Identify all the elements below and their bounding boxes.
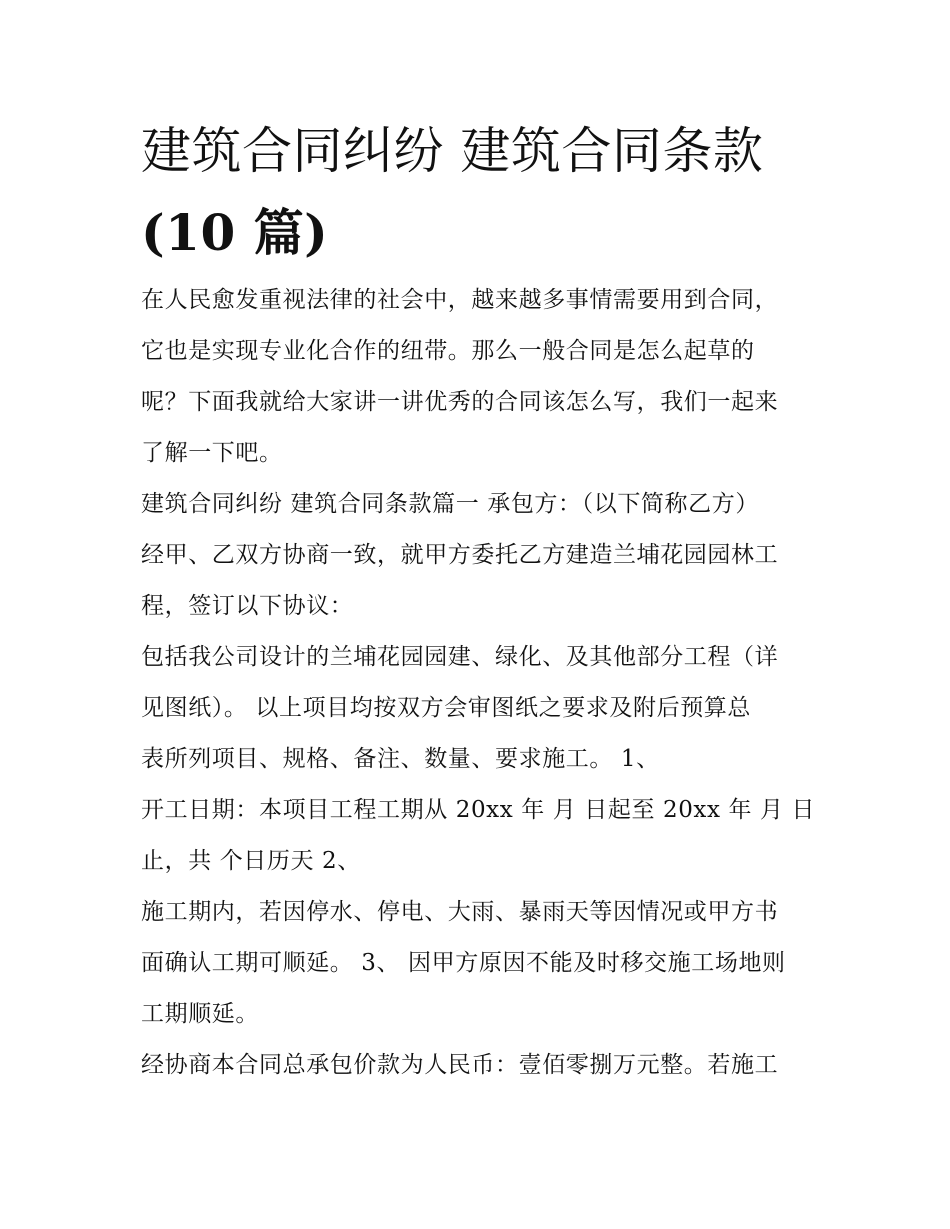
text-line: 施工期内，若因停水、停电、大雨、暴雨天等因情况或甲方书: [141, 899, 779, 925]
paragraph-contract-parties: [141, 479, 821, 632]
text-line: 表所列项目、规格、备注、数量、要求施工。 1、: [141, 746, 660, 772]
title-line-1: 建筑合同纠纷 建筑合同条款: [141, 122, 764, 180]
paragraph-contract-price: [141, 1040, 821, 1091]
text-line: 经甲、乙双方协商一致，就甲方委托乙方建造兰埔花园园林工: [141, 542, 779, 568]
text-line: 工期顺延。: [141, 1001, 259, 1027]
text-line: 它也是实现专业化合作的纽带。那么一般合同是怎么起草的: [141, 338, 755, 364]
text-line: 呢？下面我就给大家讲一讲优秀的合同该怎么写，我们一起来: [141, 389, 779, 415]
text-line: 了解一下吧。: [141, 440, 283, 466]
text-line: 在人民愈发重视法律的社会中，越来越多事情需要用到合同，: [141, 287, 779, 313]
text-line: 程，签订以下协议：: [141, 593, 354, 619]
document-body: [141, 275, 821, 1091]
text-line: 面确认工期可顺延。 3、 因甲方原因不能及时移交施工场地则: [141, 950, 786, 976]
title-line-2: (10 篇): [141, 203, 329, 262]
text-line: 经协商本合同总承包价款为人民币：壹佰零捌万元整。若施工: [141, 1052, 779, 1078]
text-line: 建筑合同纠纷 建筑合同条款篇一 承包方：（以下简称乙方）: [141, 491, 759, 517]
text-line: 开工日期：本项目工程工期从 20xx 年 月 日起至 20xx 年 月 日: [141, 797, 816, 823]
document-title: [141, 110, 821, 274]
paragraph-schedule-extension: [141, 887, 821, 1040]
text-line: 包括我公司设计的兰埔花园园建、绿化、及其他部分工程（详: [141, 644, 779, 670]
paragraph-start-date: [141, 785, 821, 887]
paragraph-project-scope: [141, 632, 821, 785]
text-line: 止，共 个日历天 2、: [141, 848, 361, 874]
paragraph-intro: [141, 275, 821, 479]
text-line: 见图纸）。 以上项目均按双方会审图纸之要求及附后预算总: [141, 695, 752, 721]
